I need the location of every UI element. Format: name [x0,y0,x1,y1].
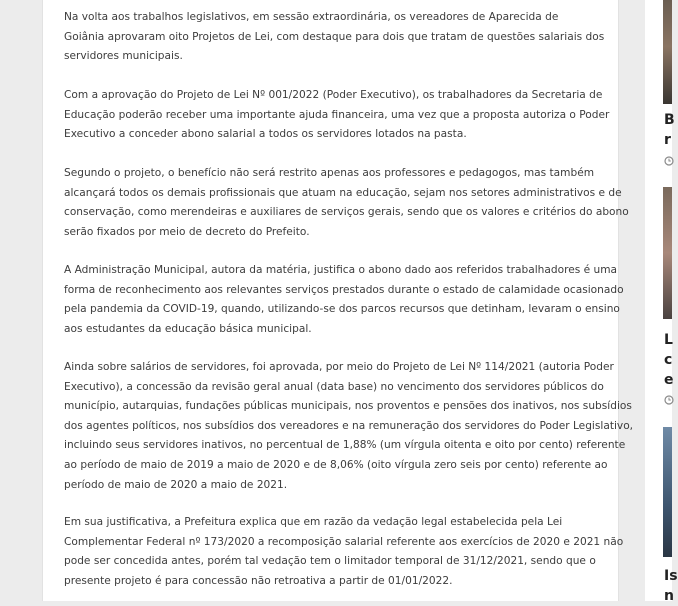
paragraph-line: Goiânia aprovaram oito Projetos de Lei, com destaque para dois que tratam de questões salariais dos [64,30,605,43]
news-title-link[interactable]: B r [664,112,675,148]
article-paragraph [64,86,609,145]
paragraph-line: dos agentes políticos, nos subsídios dos vereadores e na remuneração dos servidores do Poder Legislativo, [64,419,634,432]
paragraph-line: serão fixados por meio de decreto do Prefeito. [64,225,310,238]
paragraph-line: A Administração Municipal, autora da matéria, justifica o abono dado aos referidos trabalhadores é uma [64,264,618,276]
news-thumbnail[interactable] [663,187,672,319]
article-paragraph [64,513,623,591]
paragraph-line: alcançará todos os demais profissionais que atuam na educação, sejam nos setores administrativos e de [64,186,622,199]
paragraph-line: conservação, como merendeiras e auxiliares de serviços gerais, sendo que os valores e critérios do abono [64,206,629,219]
paragraph-line: Na volta aos trabalhos legislativos, em sessão extraordinária, os vereadores de Aparecida de [64,11,559,23]
news-thumbnail[interactable] [663,0,672,104]
paragraph-line: Executivo a conceder abono salarial a todos os servidores lotados na pasta. [64,128,467,141]
paragraph-line: ao período de maio de 2019 a maio de 2020 e de 8,06% (oito vírgula zero seis por cento) referente ao [64,458,608,471]
news-title-link[interactable]: Is n [664,568,678,604]
paragraph-line: incluindo seus servidores inativos, no percentual de 1,88% (um vírgula oitenta e oito por cento) referente [64,439,626,452]
clock-icon [664,395,674,405]
article-paragraph [64,261,624,339]
paragraph-line: Executivo), a concessão da revisão geral anual (data base) no vencimento dos servidores públicos do [64,380,604,393]
paragraph-line: Com a aprovação do Projeto de Lei Nº 001/2022 (Poder Executivo), os trabalhadores da Secretaria de [64,89,603,101]
article-paragraph [64,358,633,495]
paragraph-line: Em sua justificativa, a Prefeitura explica que em razão da vedação legal estabelecida pela Lei [64,516,563,528]
article-body [42,0,634,601]
article-paragraph [64,8,604,67]
clock-icon [664,156,674,166]
paragraph-line: forma de reconhecimento aos relevantes serviços prestados durante o estado de calamidade ocasionado [64,283,624,296]
paragraph-line: pode ser concedida antes, porém tal vedação tem o limitador temporal de 31/12/2021, sendo que o [64,555,596,568]
paragraph-line: período de maio de 2020 a maio de 2021. [64,478,288,491]
related-news-sidebar [645,0,678,604]
paragraph-line: aos estudantes da educação básica municipal. [64,322,312,335]
news-thumbnail[interactable] [663,427,672,557]
paragraph-line: servidores municipais. [64,50,183,63]
paragraph-line: Segundo o projeto, o benefício não será restrito apenas aos professores e pedagogos, mas também [64,167,595,179]
paragraph-line: Educação poderão receber uma importante ajuda financeira, uma vez que a proposta autoriza o Poder [64,108,610,121]
paragraph-line: pela pandemia da COVID-19, quando, utilizando-se dos parcos recursos que detinham, levaram o ensino [64,303,620,316]
paragraph-line: Ainda sobre salários de servidores, foi aprovada, por meio do Projeto de Lei Nº 114/2021 (autoria Poder [64,361,614,373]
paragraph-line: presente projeto é para concessão não retroativa a partir de 01/01/2022. [64,574,453,587]
paragraph-line: Complementar Federal nº 173/2020 a recomposição salarial referente aos exercícios de 2020 e 2021 não [64,535,624,548]
paragraph-line: município, autarquias, fundações públicas municipais, nos proventos e pensões dos inativos, nos subsídios [64,400,632,413]
news-title-link[interactable]: L c e [664,332,674,388]
article-paragraph [64,164,629,242]
